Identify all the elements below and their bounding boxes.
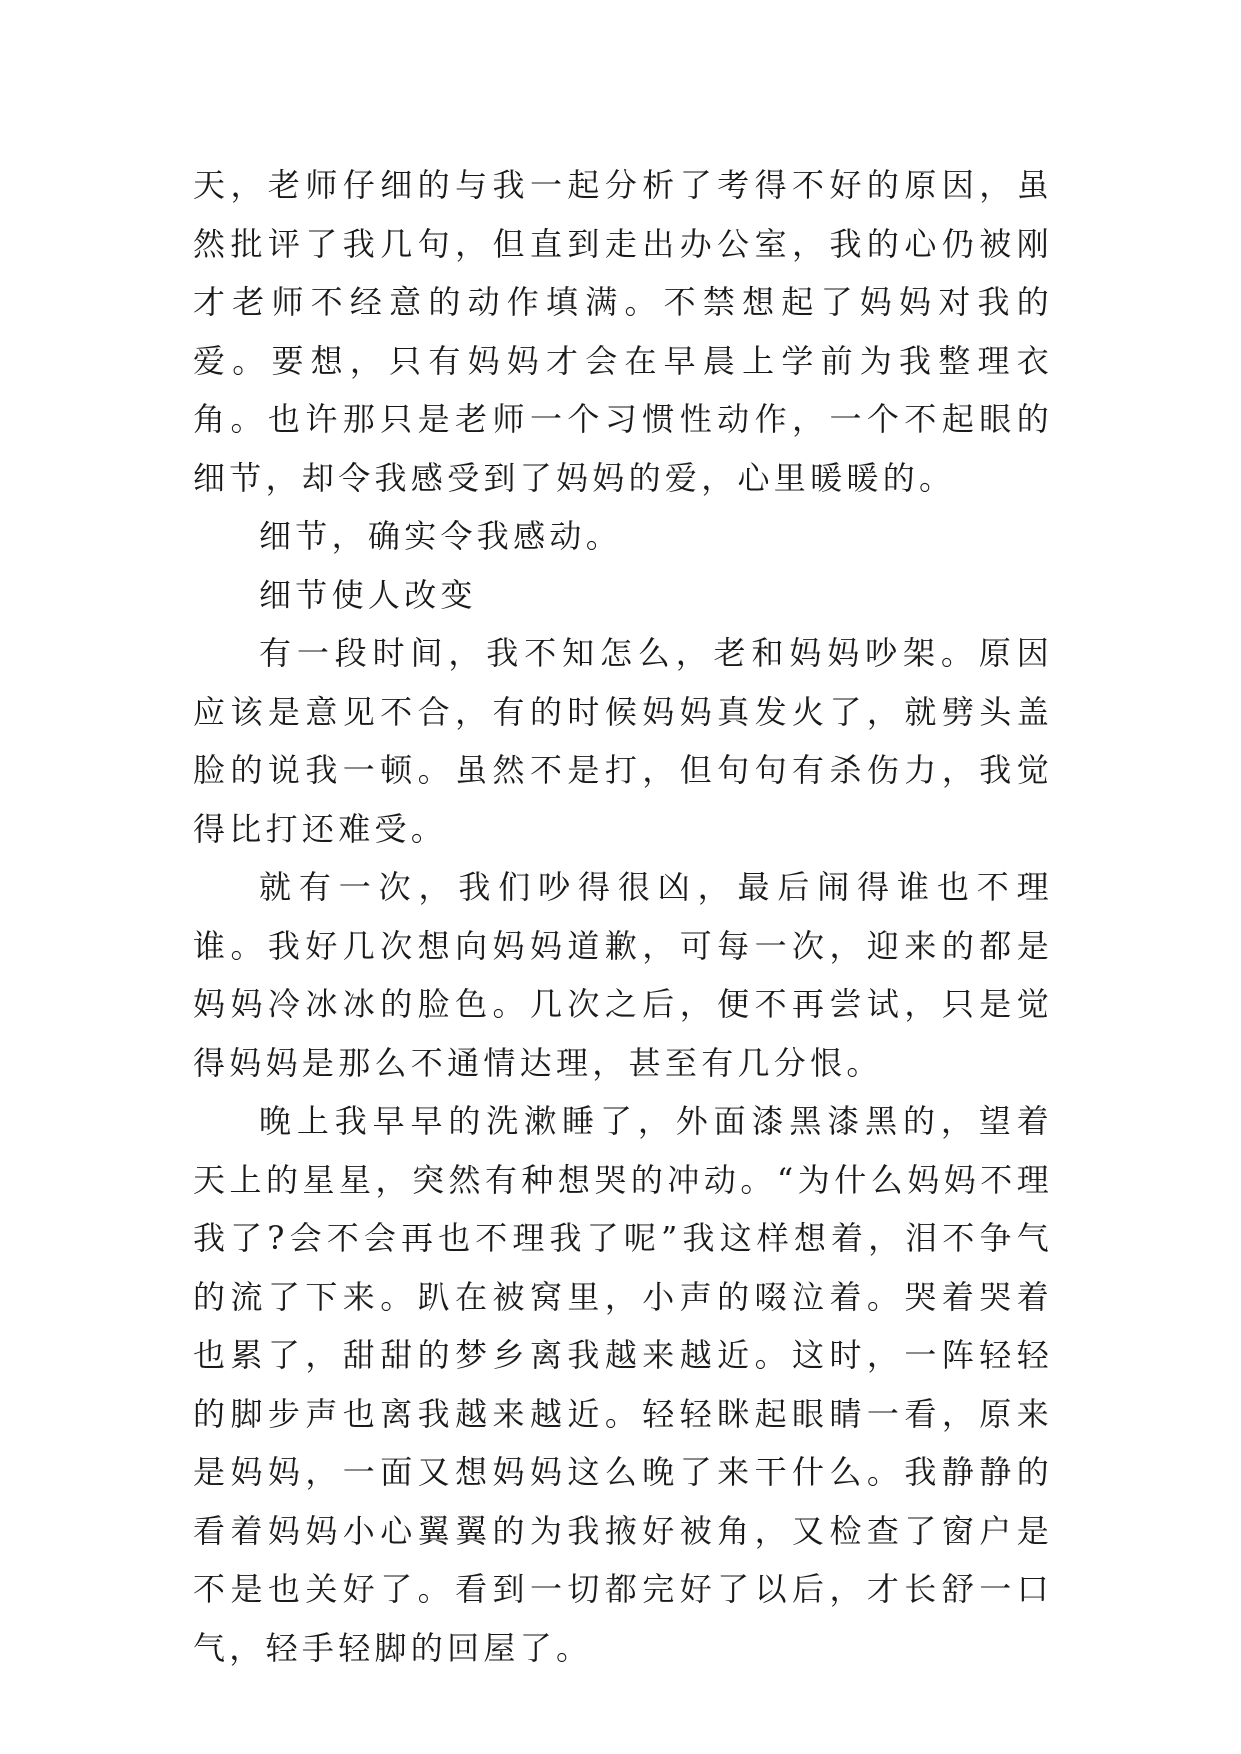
- paragraph-apology: 就有一次，我们吵得很凶，最后闹得谁也不理谁。我好几次想向妈妈道歉，可每一次，迎来的都是妈妈冷冰冰的脸色。几次之后，便不再尝试，只是觉得妈妈是那么不通情达理，甚至有几分恨。: [193, 868, 1053, 1082]
- paragraph-quarrel: 有一段时间，我不知怎么，老和妈妈吵架。原因应该是意见不合，有的时候妈妈真发火了，就劈头盖脸的说我一顿。虽然不是打，但句句有杀伤力，我觉得比打还难受。: [193, 634, 1053, 848]
- paragraph-touched-by-detail: 细节，确实令我感动。: [259, 517, 623, 555]
- paragraph-night: 晚上我早早的洗漱睡了，外面漆黑漆黑的，望着天上的星星，突然有种想哭的冲动。“为什么妈妈不理我了?会不会再也不理我了呢”我这样想着，泪不争气的流了下来。趴在被窝里，小声的啜泣着。哭着哭着也累了，甜甜的梦乡离我越来越近。这时，一阵轻轻的脚步声也离我越来越近。轻轻眯起眼睛一看，原来是妈妈，一面又想妈妈这么晚了来干什么。我静静的看着妈妈小心翼翼的为我掖好被角，又检查了窗户是不是也关好了。看到一切都完好了以后，才长舒一口气，轻手轻脚的回屋了。: [193, 1102, 1053, 1667]
- section-heading-detail-changes-people: 细节使人改变: [259, 575, 477, 614]
- document-page: [193, 156, 1053, 1677]
- paragraph-continuation: 天，老师仔细的与我一起分析了考得不好的原因，虽然批评了我几句，但直到走出办公室，我的心仍被刚才老师不经意的动作填满。不禁想起了妈妈对我的爱。要想，只有妈妈才会在早晨上学前为我整理衣角。也许那只是老师一个习惯性动作，一个不起眼的细节，却令我感受到了妈妈的爱，心里暖暖的。: [193, 166, 1053, 497]
